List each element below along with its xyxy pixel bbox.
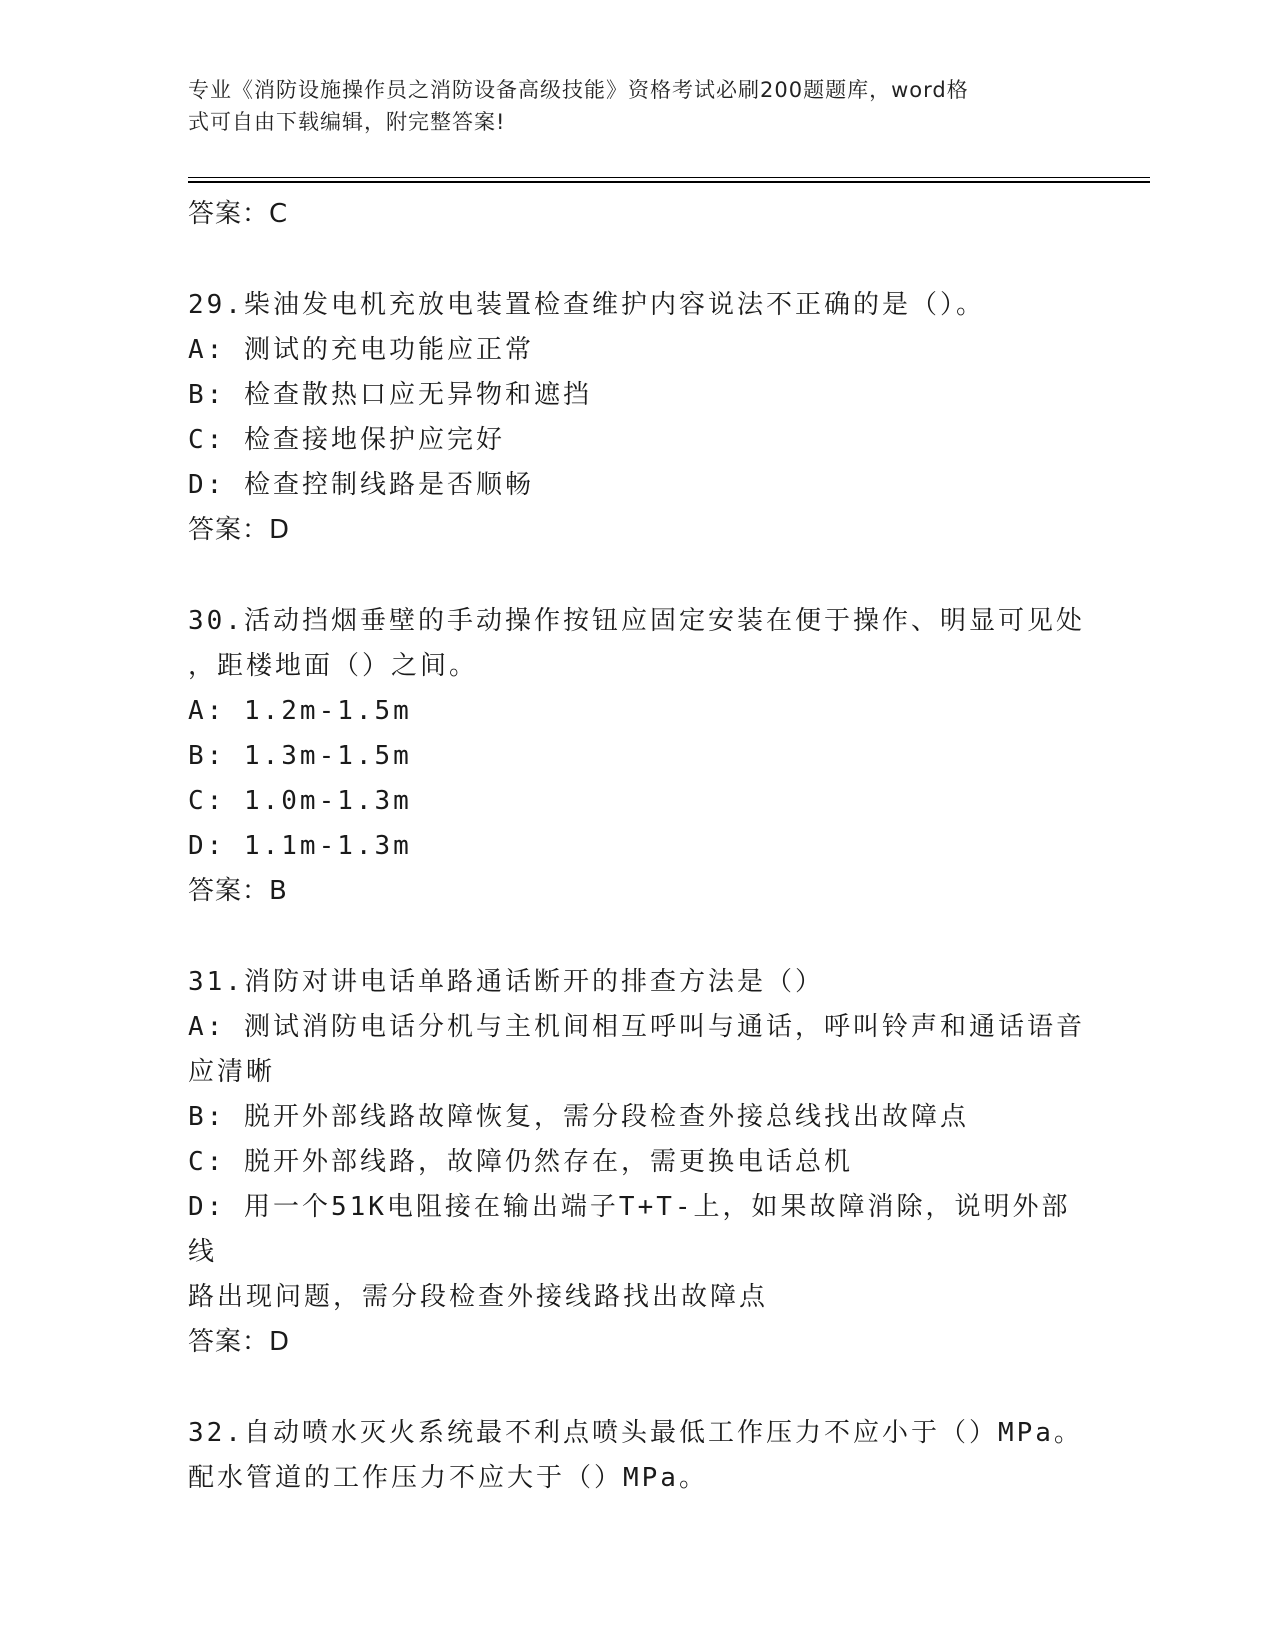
- header-line-1: 专业《消防设施操作员之消防设备高级技能》资格考试必刷200题题库，word格: [188, 78, 969, 102]
- option-d-line-2: 路出现问题，需分段检查外接线路找出故障点: [188, 1282, 769, 1312]
- option-b: B: 1.3m-1.5m: [188, 741, 412, 771]
- document-header: [188, 74, 1068, 138]
- header-divider-thick: [188, 181, 1150, 183]
- question-29: [188, 283, 1088, 552]
- option-a: A: 1.2m-1.5m: [188, 696, 412, 726]
- answer: 答案：D: [188, 515, 291, 545]
- option-d: D: 1.1m-1.3m: [188, 831, 412, 861]
- question-list: [188, 192, 1088, 1501]
- option-d-line-1: D: 用一个51K电阻接在输出端子T+T-上，如果故障消除，说明外部线: [188, 1192, 1071, 1267]
- option-c: C: 1.0m-1.3m: [188, 786, 412, 816]
- question-stem-line-2: ，距楼地面（）之间。: [188, 651, 479, 681]
- question-stem-line-1: 30.活动挡烟垂壁的手动操作按钮应固定安装在便于操作、明显可见处: [188, 606, 1085, 636]
- question-stem-line-1: 32.自动喷水灭火系统最不利点喷头最低工作压力不应小于（）MPa。: [188, 1418, 1083, 1448]
- option-c: C: 脱开外部线路，故障仍然存在，需更换电话总机: [188, 1147, 853, 1177]
- header-divider-thin: [188, 177, 1150, 178]
- option-c: C: 检查接地保护应完好: [188, 425, 505, 455]
- question-stem: 31.消防对讲电话单路通话断开的排查方法是（）: [188, 967, 824, 997]
- question-30: [188, 599, 1088, 913]
- question-31: [188, 960, 1088, 1364]
- option-a-line-1: A: 测试消防电话分机与主机间相互呼叫与通话，呼叫铃声和通话语音: [188, 1012, 1085, 1042]
- previous-answer: 答案：C: [188, 199, 289, 229]
- question-stem-line-2: 配水管道的工作压力不应大于（）MPa。: [188, 1463, 708, 1493]
- header-line-2: 式可自由下载编辑，附完整答案!: [188, 110, 506, 134]
- option-d: D: 检查控制线路是否顺畅: [188, 470, 534, 500]
- question-32: [188, 1411, 1088, 1501]
- answer: 答案：B: [188, 876, 288, 906]
- question-stem: 29.柴油发电机充放电装置检查维护内容说法不正确的是（）。: [188, 290, 985, 320]
- option-a-line-2: 应清晰: [188, 1057, 276, 1087]
- option-b: B: 脱开外部线路故障恢复，需分段检查外接总线找出故障点: [188, 1102, 969, 1132]
- answer: 答案：D: [188, 1327, 291, 1357]
- option-a: A: 测试的充电功能应正常: [188, 335, 534, 365]
- option-b: B: 检查散热口应无异物和遮挡: [188, 380, 592, 410]
